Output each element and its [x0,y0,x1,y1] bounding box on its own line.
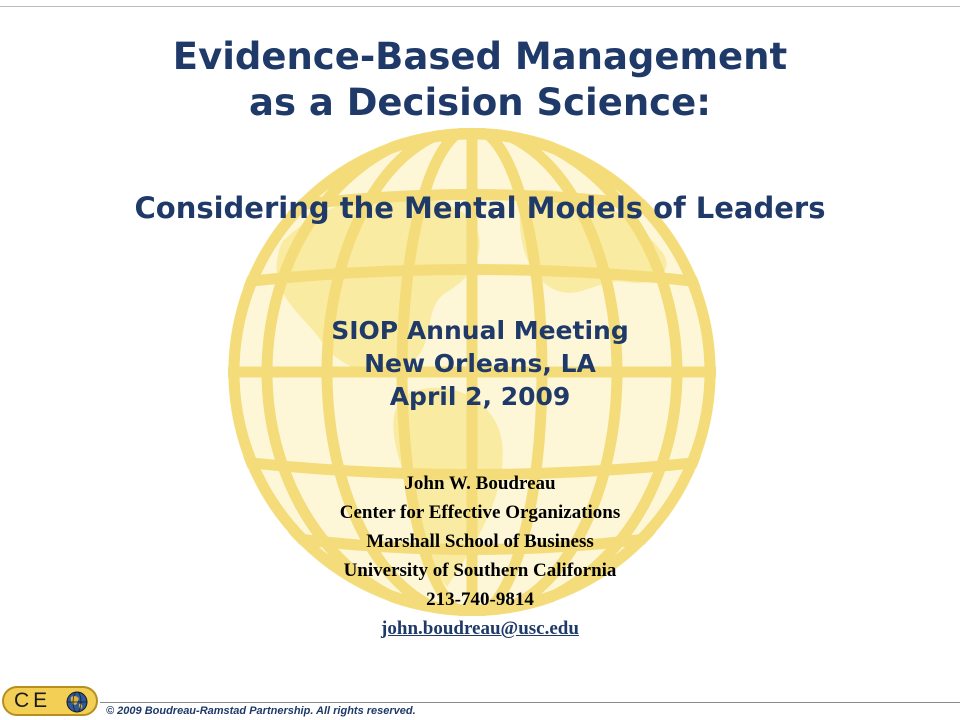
author-org: Center for Effective Organizations [339,502,621,523]
author-phone: 213-740-9814 [426,589,534,610]
meeting-event: SIOP Annual Meeting [331,316,629,345]
meeting-location: New Orleans, LA [364,349,596,378]
slide-title [0,34,960,126]
author-name: John W. Boudreau [404,473,556,494]
copyright-notice: © 2009 Boudreau-Ramstad Partnership. All rights reserved. [106,705,416,717]
author-block [0,469,960,643]
author-school: Marshall School of Business [366,531,594,552]
title-line-2: as a Decision Science: [248,81,711,124]
ceo-logo [2,686,98,716]
logo-globe-icon [66,691,88,713]
meeting-info [0,314,960,413]
slide-subtitle: Considering the Mental Models of Leaders [134,191,826,225]
meeting-date: April 2, 2009 [389,382,571,411]
author-university: University of Southern California [343,560,617,581]
top-divider [0,6,960,7]
author-email-line [0,614,960,643]
title-line-1: Evidence-Based Management [172,35,788,78]
footer-divider [100,702,960,703]
logo-text: CE [14,689,52,712]
author-email-link[interactable]: john.boudreau@usc.edu [381,618,579,639]
